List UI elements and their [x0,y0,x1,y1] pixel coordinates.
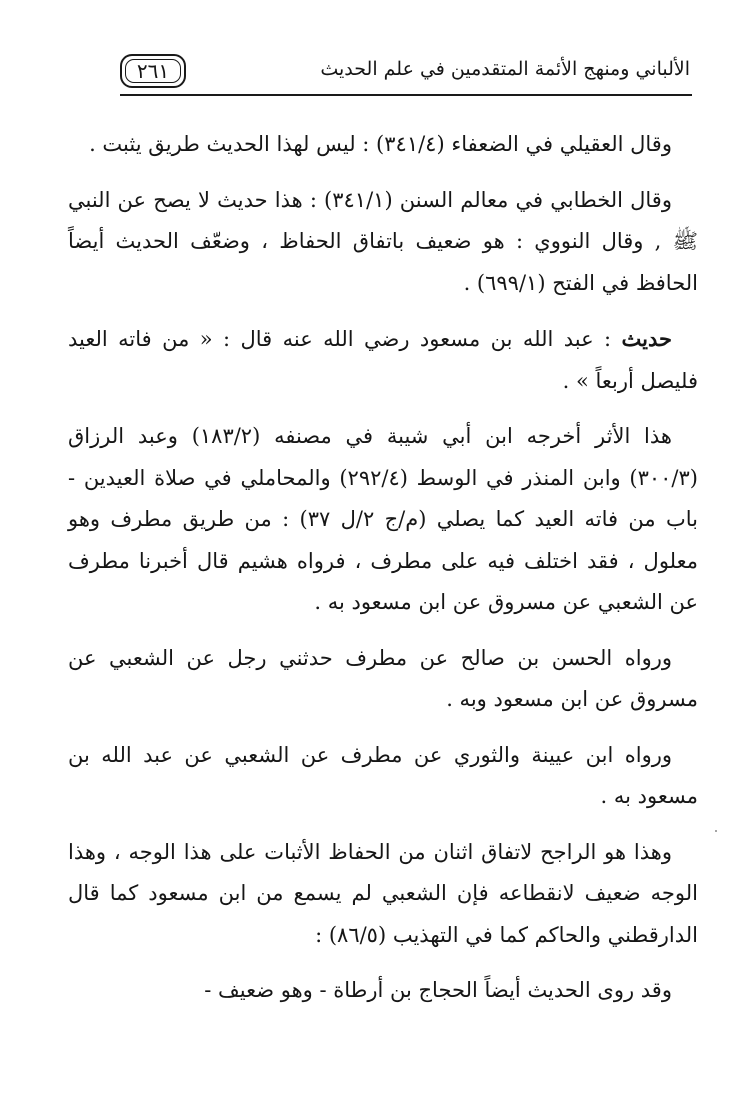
scan-speck [715,830,717,832]
paragraph-khattabi: وقال الخطابي في معالم السنن (٣٤١/١) : هذا حديث لا يصح عن النبي ﷺ , وقال النووي : هو ضعيف باتفاق الحفاظ ، وضعّف الحديث أيضاً الحافظ في الفتح (٦٩٩/١) . [68,187,698,295]
page-body [68,124,698,1026]
paragraph-aqili: وقال العقيلي في الضعفاء (٣٤١/٤) : ليس لهذا الحديث طريق يثبت . [89,132,672,156]
paragraph-hadith [68,318,698,402]
paragraph-uyayna-riwaya: ورواه ابن عيينة والثوري عن مطرف عن الشعبي عن عبد الله بن مسعود به . [68,742,698,808]
page-header [120,52,690,102]
page-number: ٢٦١ [120,54,186,88]
paragraph-hajjaj: وقد روى الحديث أيضاً الحجاج بن أرطاة - وهو ضعيف - [204,978,672,1002]
hadith-text: : عبد الله بن مسعود رضي الله عنه قال : « من فاته العيد فليصل أربعاً » . [68,327,698,393]
header-divider [120,94,692,96]
paragraph-hasan-riwaya: ورواه الحسن بن صالح عن مطرف حدثني رجل عن الشعبي عن مسروق عن ابن مسعود وبه . [68,645,698,711]
paragraph-takhrij: هذا الأثر أخرجه ابن أبي شيبة في مصنفه (١٨٣/٢) وعبد الرزاق (٣٠٠/٣) وابن المنذر في الوسط (٢٩٢/٤) والمحاملي في صلاة العيدين - باب من فاته العيد كما يصلي (م/ج ٢/ل ٣٧) : من طريق مطرف وهو معلول ، فقد اختلف فيه على مطرف ، فرواه هشيم قال أخبرنا مطرف عن الشعبي عن مسروق عن ابن مسعود به . [68,424,698,614]
running-title: الألباني ومنهج الأئمة المتقدمين في علم الحديث [320,58,690,80]
paragraph-rajih: وهذا هو الراجح لاتفاق اثنان من الحفاظ الأثبات على هذا الوجه ، وهذا الوجه ضعيف لانقطاعه فإن الشعبي لم يسمع من ابن مسعود كما قال الدارقطني والحاكم كما في التهذيب (٨٦/٥) : [68,839,698,947]
hadith-label: حديث [621,326,672,351]
